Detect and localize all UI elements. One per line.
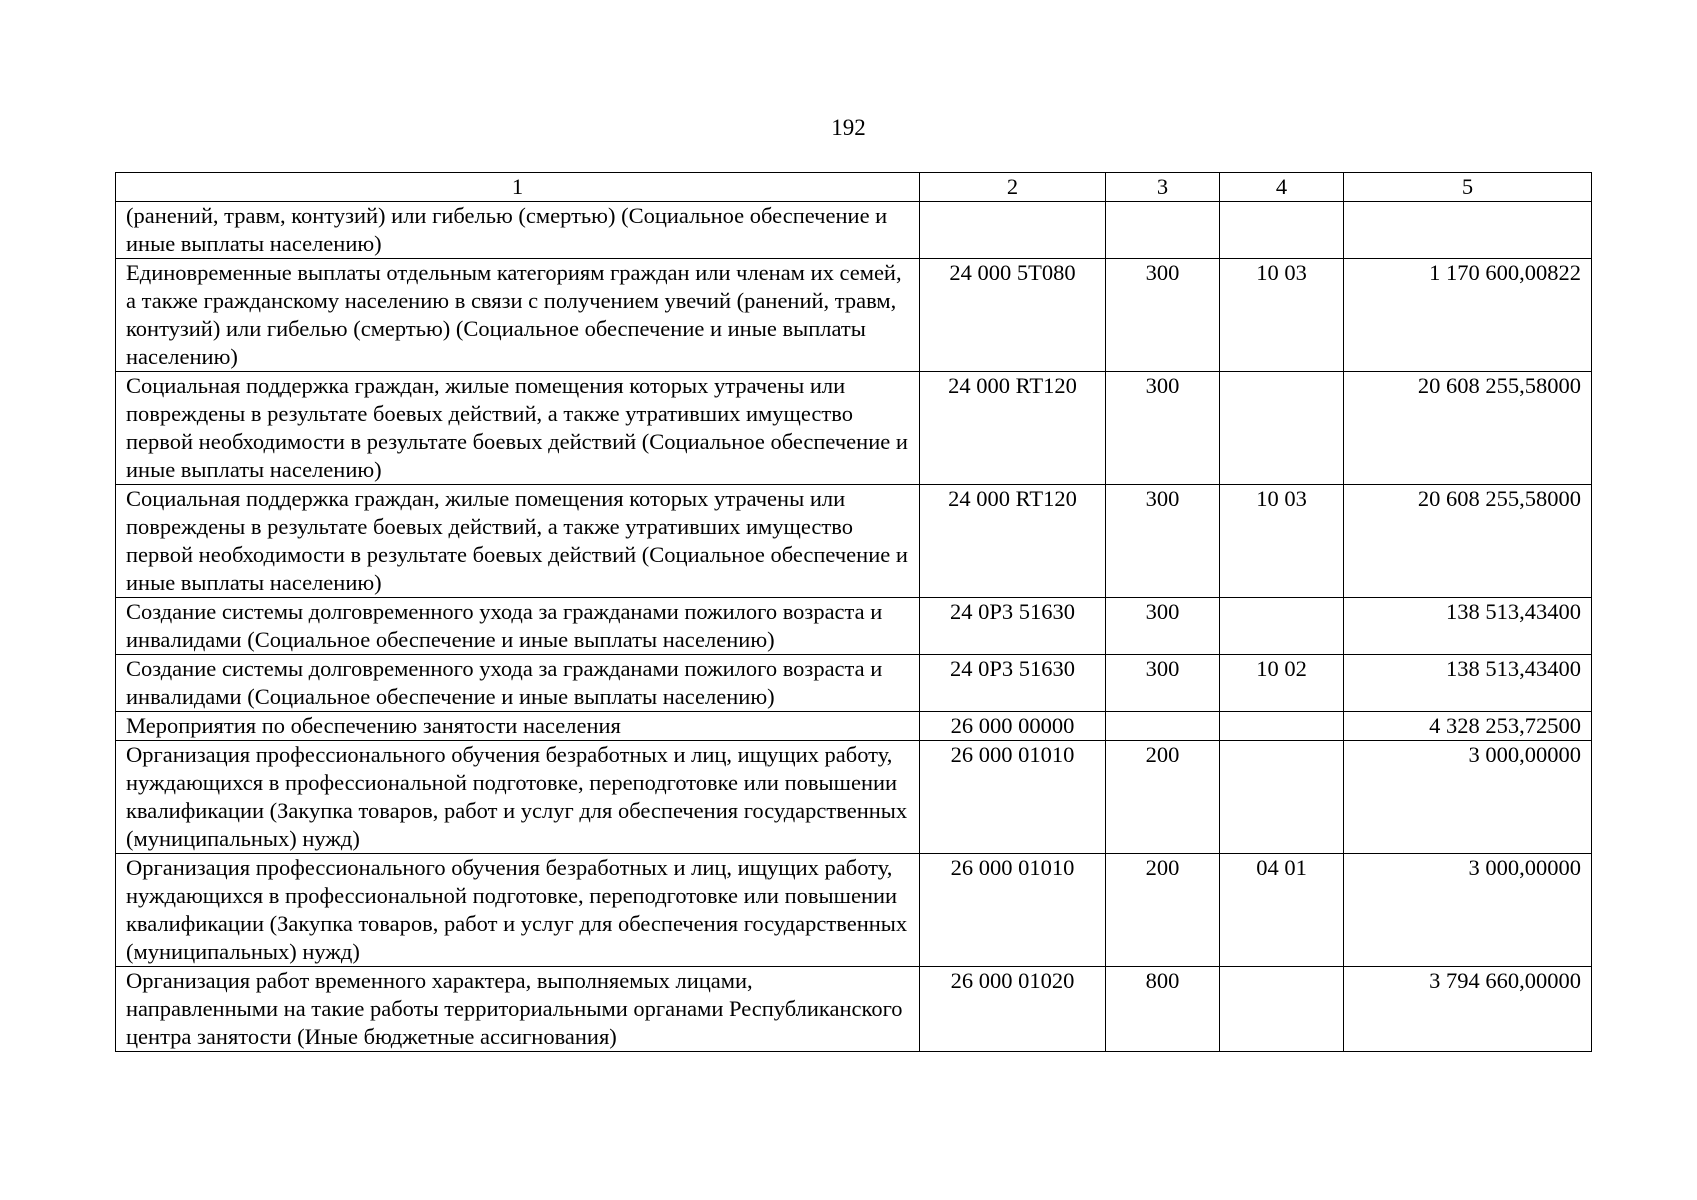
table-row [116,967,1592,1052]
name-cell: Создание системы долговременного ухода за гражданами пожилого возраста и инвалидами (Социальное обеспечение и иные выплаты населению) [116,598,920,655]
amount-cell: 3 794 660,00000 [1344,967,1592,1052]
target-article-cell: 24 000 RT120 [920,372,1106,485]
expense-type-cell: 300 [1106,655,1220,712]
name-cell: (ранений, травм, контузий) или гибелью (смертью) (Социальное обеспечение и иные выплаты населению) [116,202,920,259]
name-cell: Организация профессионального обучения безработных и лиц, ищущих работу, нуждающихся в профессиональной подготовке, переподготовке или повышении квалификации (Закупка товаров, работ и услуг для обеспечения государственных (муниципальных) нужд) [116,741,920,854]
table-row [116,259,1592,372]
table-row [116,741,1592,854]
expense-type-cell: 800 [1106,967,1220,1052]
name-cell: Организация профессионального обучения безработных и лиц, ищущих работу, нуждающихся в профессиональной подготовке, переподготовке или повышении квалификации (Закупка товаров, работ и услуг для обеспечения государственных (муниципальных) нужд) [116,854,920,967]
name-cell: Единовременные выплаты отдельным категориям граждан или членам их семей, а также гражданскому населению в связи с получением увечий (ранений, травм, контузий) или гибелью (смертью) (Социальное обеспечение и иные выплаты населению) [116,259,920,372]
header-col-4: 4 [1220,173,1344,202]
expense-type-cell: 300 [1106,372,1220,485]
name-cell: Создание системы долговременного ухода за гражданами пожилого возраста и инвалидами (Социальное обеспечение и иные выплаты населению) [116,655,920,712]
expense-type-cell [1106,202,1220,259]
header-col-3: 3 [1106,173,1220,202]
table-row [116,854,1592,967]
expense-type-cell: 200 [1106,741,1220,854]
header-col-5: 5 [1344,173,1592,202]
target-article-cell: 24 0Р3 51630 [920,598,1106,655]
target-article-cell: 26 000 00000 [920,712,1106,741]
target-article-cell: 24 0Р3 51630 [920,655,1106,712]
amount-cell: 4 328 253,72500 [1344,712,1592,741]
expense-type-cell: 300 [1106,598,1220,655]
table-row [116,712,1592,741]
table-row [116,202,1592,259]
table-row [116,372,1592,485]
amount-cell: 20 608 255,58000 [1344,485,1592,598]
name-cell: Мероприятия по обеспечению занятости населения [116,712,920,741]
target-article-cell: 26 000 01020 [920,967,1106,1052]
section-cell: 10 03 [1220,485,1344,598]
section-cell [1220,372,1344,485]
target-article-cell: 26 000 01010 [920,854,1106,967]
amount-cell: 138 513,43400 [1344,598,1592,655]
section-cell [1220,967,1344,1052]
table-row [116,598,1592,655]
target-article-cell: 24 000 5Т080 [920,259,1106,372]
name-cell: Социальная поддержка граждан, жилые помещения которых утрачены или повреждены в результате боевых действий, а также утративших имущество первой необходимости в результате боевых действий (Социальное обеспечение и иные выплаты населению) [116,372,920,485]
amount-cell [1344,202,1592,259]
section-cell: 10 02 [1220,655,1344,712]
header-col-1: 1 [116,173,920,202]
table-row [116,485,1592,598]
header-col-2: 2 [920,173,1106,202]
amount-cell: 20 608 255,58000 [1344,372,1592,485]
section-cell [1220,712,1344,741]
section-cell [1220,202,1344,259]
budget-table [115,172,1592,1052]
amount-cell: 3 000,00000 [1344,741,1592,854]
expense-type-cell: 200 [1106,854,1220,967]
expense-type-cell: 300 [1106,259,1220,372]
amount-cell: 138 513,43400 [1344,655,1592,712]
section-cell [1220,741,1344,854]
page-number: 192 [831,115,866,140]
target-article-cell: 24 000 RT120 [920,485,1106,598]
amount-cell: 3 000,00000 [1344,854,1592,967]
name-cell: Социальная поддержка граждан, жилые помещения которых утрачены или повреждены в результате боевых действий, а также утративших имущество первой необходимости в результате боевых действий (Социальное обеспечение и иные выплаты населению) [116,485,920,598]
table-header-row [116,173,1592,202]
expense-type-cell: 300 [1106,485,1220,598]
name-cell: Организация работ временного характера, выполняемых лицами, направленными на такие работы территориальными органами Республиканского центра занятости (Иные бюджетные ассигнования) [116,967,920,1052]
table-row [116,655,1592,712]
section-cell: 10 03 [1220,259,1344,372]
section-cell: 04 01 [1220,854,1344,967]
section-cell [1220,598,1344,655]
expense-type-cell [1106,712,1220,741]
target-article-cell: 26 000 01010 [920,741,1106,854]
target-article-cell [920,202,1106,259]
amount-cell: 1 170 600,00822 [1344,259,1592,372]
